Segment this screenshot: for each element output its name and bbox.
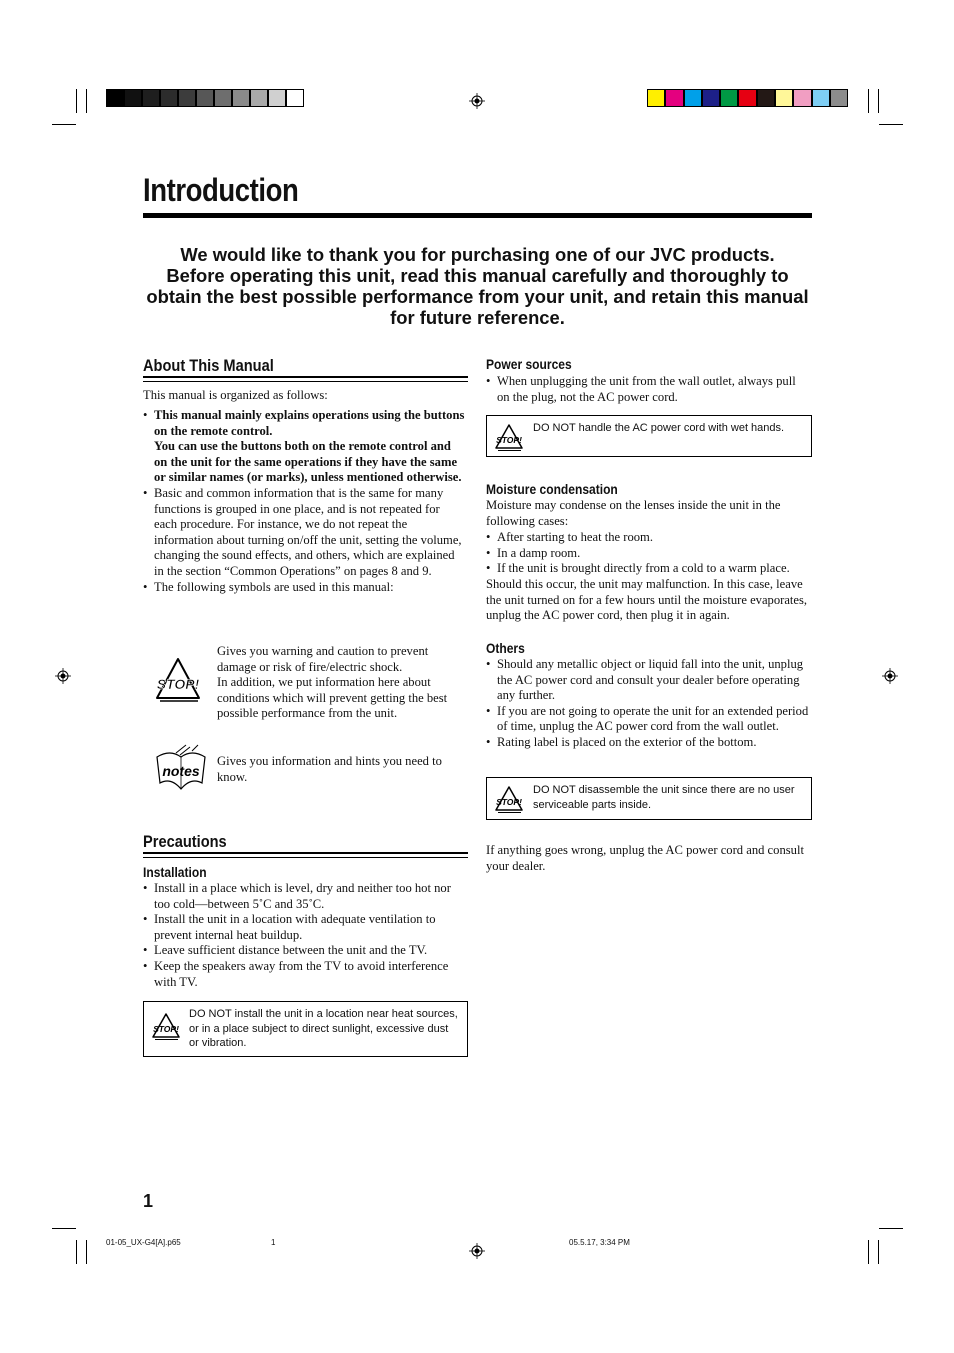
crop-mark: [878, 89, 879, 113]
crop-mark: [52, 124, 76, 125]
color-swatch: [106, 89, 124, 107]
about-item-bold: • This manual mainly explains operations using the buttons on the remote control.: [154, 408, 465, 438]
warning-text: DO NOT install the unit in a location near heat sources, or in a place subject to direct sunlight, excessive dust or vibration.: [189, 1008, 458, 1049]
precautions-heading: Precautions: [143, 832, 227, 851]
color-swatch: [757, 89, 775, 107]
color-swatch: [812, 89, 830, 107]
notes-icon-label: notes: [162, 763, 200, 779]
intro-line: We would like to thank you for purchasing one of our JVC products.: [180, 244, 775, 265]
color-swatch: [775, 89, 793, 107]
crop-mark: [878, 1240, 879, 1264]
about-heading: About This Manual: [143, 356, 274, 375]
color-swatch: [178, 89, 196, 107]
footer-page: 1: [271, 1238, 276, 1247]
installation-warning-box: [143, 1001, 468, 1057]
color-swatch: [702, 89, 720, 107]
moisture-list: [486, 530, 811, 577]
crop-mark: [76, 1240, 77, 1264]
notes-icon: [152, 743, 210, 793]
crop-mark: [868, 89, 869, 113]
color-swatch: [268, 89, 286, 107]
list-item: • In a damp room.: [486, 546, 811, 562]
stop-icon: [152, 656, 204, 702]
others-list: [486, 657, 811, 751]
intro-statement: [143, 244, 812, 328]
color-swatch: [250, 89, 268, 107]
stop-icon: [493, 423, 525, 451]
power-warning-box: [486, 415, 812, 457]
warning-text: DO NOT handle the AC power cord with wet hands.: [533, 422, 785, 434]
installation-heading: Installation: [143, 864, 207, 880]
section-rule: [143, 852, 468, 854]
list-item: • Keep the speakers away from the TV to avoid interference with TV.: [143, 959, 466, 990]
others-warning-box: [486, 777, 812, 820]
color-swatch: [232, 89, 250, 107]
stop-icon-label: STOP!: [156, 676, 200, 692]
registration-mark-icon: [469, 93, 485, 109]
stop-icon-label: STOP!: [496, 435, 522, 445]
title-rule: [143, 213, 812, 218]
stop-icon: [493, 785, 525, 813]
color-swatch: [793, 89, 811, 107]
color-swatch: [720, 89, 738, 107]
about-item-bold: You can use the buttons both on the remote control and on the unit for the same operations if they have the same or similar names (or marks), unless mentioned otherwise.: [154, 439, 462, 485]
color-swatch: [286, 89, 304, 107]
list-item: • If you are not going to operate the unit for an extended period of time, unplug the AC power cord from the wall outlet.: [486, 704, 811, 735]
color-swatch: [665, 89, 683, 107]
notes-description: Gives you information and hints you need to know.: [217, 754, 442, 784]
closing-note: If anything goes wrong, unplug the AC power cord and consult your dealer.: [486, 843, 804, 873]
about-lead: This manual is organized as follows:: [143, 388, 328, 402]
list-item: • After starting to heat the room.: [486, 530, 811, 546]
list-item: • Rating label is placed on the exterior of the bottom.: [486, 735, 811, 751]
registration-mark-icon: [882, 668, 898, 684]
list-item: • If the unit is brought directly from a cold to a warm place.: [486, 561, 811, 577]
crop-mark: [879, 124, 903, 125]
power-heading: Power sources: [486, 356, 572, 372]
crop-mark: [879, 1228, 903, 1229]
page-title: Introduction: [143, 172, 299, 208]
list-item: • Should any metallic object or liquid fall into the unit, unplug the AC power cord and consult your dealer before operating any further.: [486, 657, 811, 704]
registration-mark-icon: [55, 668, 71, 684]
stop-icon-label: STOP!: [496, 797, 522, 807]
registration-mark-icon: [469, 1243, 485, 1259]
moisture-heading: Moisture condensation: [486, 481, 618, 497]
list-item: • Install in a place which is level, dry and neither too hot nor too cold—between 5˚C and 35˚C.: [143, 881, 466, 912]
stop-icon-label: STOP!: [153, 1024, 179, 1034]
color-swatch: [684, 89, 702, 107]
section-rule: [143, 381, 468, 382]
intro-line: for future reference.: [390, 307, 565, 328]
about-list: [143, 408, 465, 595]
intro-line: Before operating this unit, read this manual carefully and thoroughly to: [166, 265, 789, 286]
list-item: • When unplugging the unit from the wall outlet, always pull on the plug, not the AC power cord.: [486, 374, 811, 405]
crop-mark: [86, 1240, 87, 1264]
installation-list: [143, 881, 466, 990]
color-swatch: [214, 89, 232, 107]
color-swatch: [142, 89, 160, 107]
color-swatch: [160, 89, 178, 107]
warning-text: DO NOT disassemble the unit since there are no user serviceable parts inside.: [533, 784, 795, 811]
crop-mark: [86, 89, 87, 113]
list-item: • The following symbols are used in this manual:: [143, 580, 465, 596]
crop-mark: [868, 1240, 869, 1264]
section-rule: [143, 376, 468, 378]
crop-mark: [52, 1228, 76, 1229]
list-item: • Basic and common information that is the same for many functions is grouped in one place, and is not repeated for each procedure. For instance, we do not repeat the information about turning on/off the unit, setting the volume, changing the sound effects, and others, which are explained in the section “Common Operations” on pages 8 and 9.: [143, 486, 465, 580]
color-swatch: [124, 89, 142, 107]
list-item: [143, 408, 465, 486]
footer-filename: 01-05_UX-G4[A].p65: [106, 1238, 181, 1247]
intro-line: obtain the best possible performance from your unit, and retain this manual: [146, 286, 809, 307]
stop-description: Gives you warning and caution to prevent damage or risk of fire/electric shock. In addition, we put information here about conditions which will prevent getting the best possible performance from the unit.: [217, 644, 448, 721]
others-heading: Others: [486, 640, 525, 656]
power-list: [486, 374, 811, 405]
footer-date: 05.5.17, 3:34 PM: [569, 1238, 630, 1247]
stop-icon: [150, 1012, 182, 1040]
grayscale-bar: [106, 89, 304, 107]
crop-mark: [76, 89, 77, 113]
section-rule: [143, 857, 468, 858]
list-item: • Leave sufficient distance between the unit and the TV.: [143, 943, 466, 959]
color-swatch: [738, 89, 756, 107]
color-swatch: [196, 89, 214, 107]
list-item: • Install the unit in a location with adequate ventilation to prevent internal heat buildup.: [143, 912, 466, 943]
moisture-tail: Should this occur, the unit may malfunction. In this case, leave the unit turned on for a few hours until the moisture evaporates, unplug the AC power cord, then plug it in again.: [486, 577, 808, 623]
color-swatch: [830, 89, 848, 107]
moisture-lead: Moisture may condense on the lenses inside the unit in the following cases:: [486, 498, 781, 528]
color-bar: [647, 89, 848, 107]
color-swatch: [647, 89, 665, 107]
page-number: 1: [143, 1191, 154, 1211]
